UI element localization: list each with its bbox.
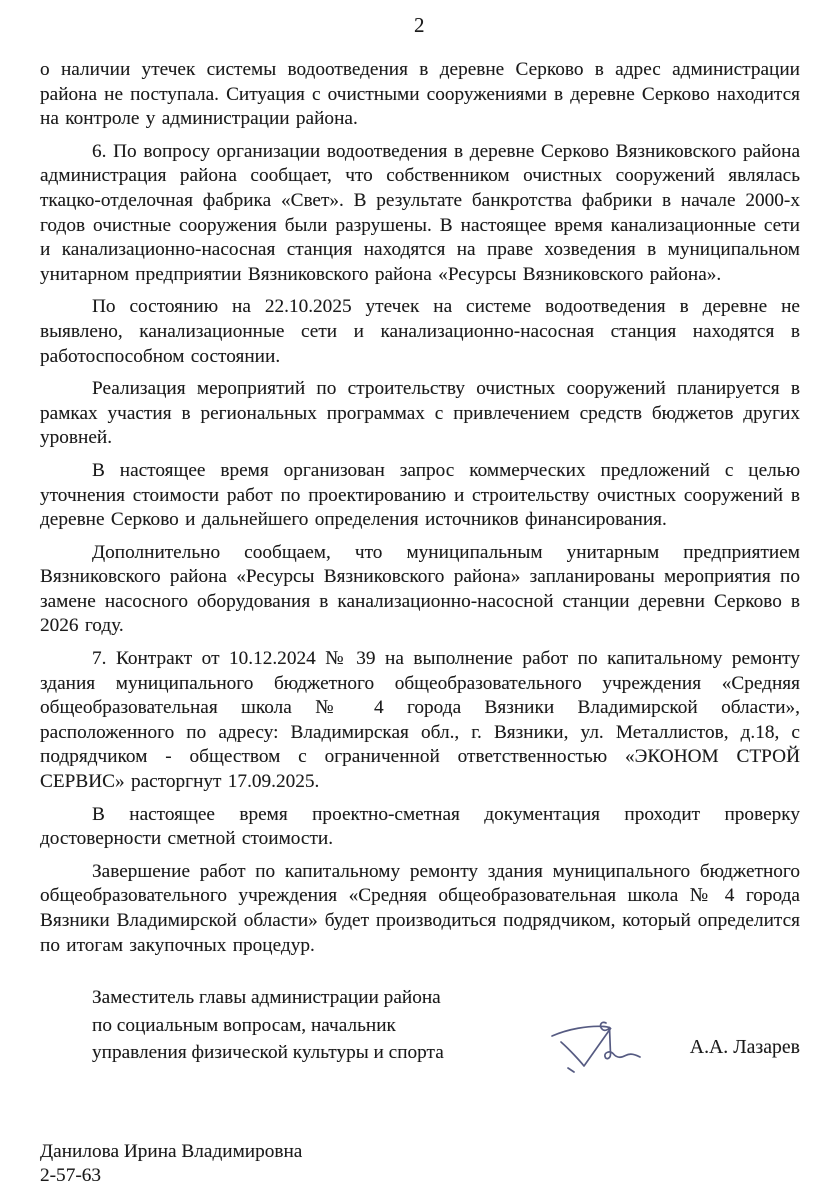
- paragraph: 7. Контракт от 10.12.2024 № 39 на выполнение работ по капитальному ремонту здания муниципального бюджетного общеобразовательного учреждения «Средняя общеобразовательная школа № 4 города Вязники Владимирской области», расположенного по адресу: Владимирская обл., г. Вязники, ул. Металлистов, д.18, с подрядчиком - обществом с ограниченной ответственностью «ЭКОНОМ СТРОЙ СЕРВИС» расторгнут 17.09.2025.: [40, 648, 800, 793]
- paragraph: Дополнительно сообщаем, что муниципальным унитарным предприятием Вязниковского района «Ресурсы Вязниковского района» запланированы мероприятия по замене насосного оборудования в канализационно-насосной станции деревни Серково в 2026 году.: [40, 541, 800, 637]
- paragraph: о наличии утечек системы водоотведения в деревне Серково в адрес администрации района не поступала. Ситуация с очистными сооружениями в деревне Серково находится на контроле у администрации района.: [40, 59, 800, 130]
- signer-title-line: Заместитель главы администрации района: [92, 987, 441, 1009]
- paragraph: В настоящее время проектно-сметная документация проходит проверку достоверности сметной стоимости.: [40, 803, 800, 850]
- paragraph: В настоящее время организован запрос коммерческих предложений с целью уточнения стоимости работ по проектированию и строительству очистных сооружений в деревне Серково и дальнейшего определения источников финансирования.: [40, 459, 800, 531]
- page-number: 2: [414, 13, 425, 37]
- paragraph: 6. По вопросу организации водоотведения в деревне Серково Вязниковского района администрация района сообщает, что собственником очистных сооружений являлась ткацко-отделочная фабрика «Свет». В результате банкротства фабрики в начале 2000-х годов очистные сооружения были разрушены. В настоящее время канализационные сети и канализационно-насосная станция находятся на праве хозведения в муниципальном унитарном предприятии Вязниковского района «Ресурсы Вязниковского района».: [40, 140, 800, 285]
- signer-name: А.А. Лазарев: [689, 1035, 800, 1058]
- executor-phone: 2-57-63: [40, 1165, 102, 1186]
- executor-name: Данилова Ирина Владимировна: [40, 1141, 303, 1162]
- signature-block: [40, 984, 800, 1067]
- paragraph: По состоянию на 22.10.2025 утечек на системе водоотведения в деревне не выявлено, канализационные сети и канализационно-насосная станция находятся в работоспособном состоянии.: [40, 296, 800, 367]
- signer-title-line: управления физической культуры и спорта: [92, 1042, 444, 1064]
- signer-title-line: по социальным вопросам, начальник: [92, 1014, 396, 1036]
- document-body: [40, 58, 800, 1067]
- paragraph: Завершение работ по капитальному ремонту здания муниципального бюджетного общеобразовательного учреждения «Средняя общеобразовательная школа № 4 города Вязники Владимирской области» будет производиться подрядчиком, который определится по итогам закупочных процедур.: [40, 860, 800, 956]
- paragraph: Реализация мероприятий по строительству очистных сооружений планируется в рамках участия в региональных программах с привлечением средств бюджетов других уровней.: [40, 378, 800, 449]
- handwritten-signature-icon: [544, 1019, 648, 1075]
- signer-title: [92, 984, 490, 1067]
- executor-info: [40, 1140, 302, 1188]
